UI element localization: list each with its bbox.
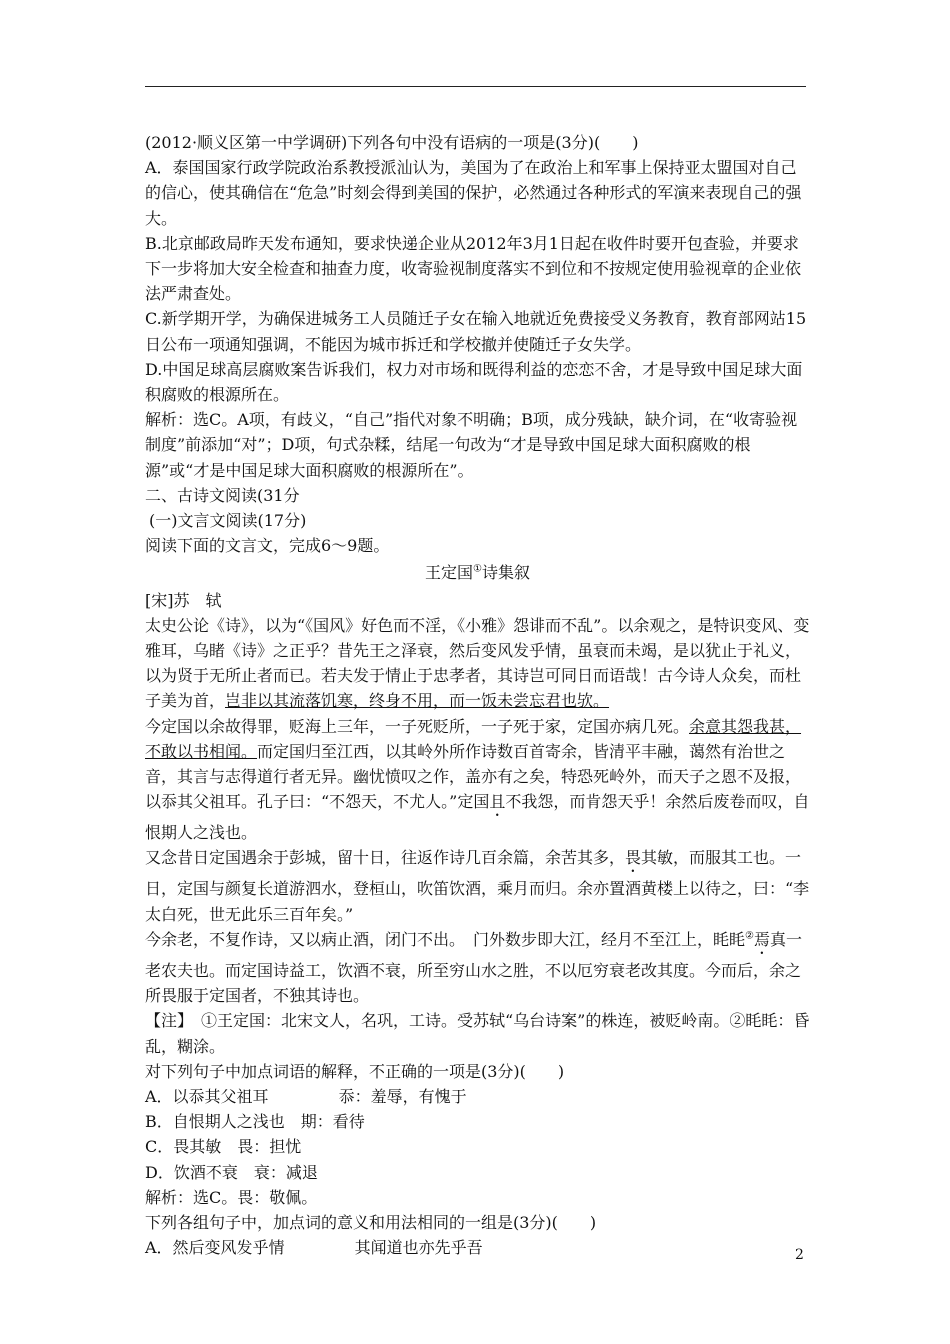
q6-option-c: C．畏其敏 畏：担忧 [145,1137,302,1157]
q6-analysis: 解析：选C。畏：敬佩。 [145,1187,318,1207]
q7-stem: 下列各组句子中，加点词的意义和用法相同的一组是(3分)( ) [145,1212,597,1232]
q6-option-d: D．饮酒不衰 衰：减退 [145,1162,318,1182]
passage-author: [宋]苏 轼 [145,590,222,610]
p3-dotted-word: 畏 [625,848,642,868]
p3-text-a: 又念昔日定国遇余于彭城，留十日，往返作诗几百余篇，余苦其多， [145,848,626,868]
header-rule [145,86,806,87]
p1-text: 太史公论《诗》，以为“《国风》好色而不淫，《小雅》怨诽而不乱”。以余观之，是特识变风、变雅耳，乌睹《诗》之正乎？昔先王之泽衰，然后变风发乎情，虽衰而未竭，是以犹止于礼义，以为贤于无所止者而已。若夫发于情止于忠孝者，其诗岂可同日而语哉！古今诗人众矣，而杜子美为首， [145,615,810,711]
q5-analysis: 解析：选C。A项，有歧义，“自己”指代对象不明确；B项，成分残缺，缺介词，在“收寄验视制度”前添加“对”；D项，句式杂糅，结尾一句改为“才是导致中国足球大面积腐败的根源”或“才是中国足球大面积腐败的根源所在”。 [145,410,798,480]
subsection-heading: (一)文言文阅读(17分) [149,511,307,531]
p1-underlined: 岂非以其流落饥寒，终身不用，而一饭未尝忘君也欤。 [225,691,610,711]
q5-option-b: B.北京邮政局昨天发布通知，要求快递企业从2012年3月1日起在收件时要开包查验，并要求下一步将加大安全检查和抽查力度，收寄验视制度落实不到位和不按规定使用验视章的企业依法严肃查处。 [145,233,802,304]
q6-option-a: A．以忝其父祖耳 忝：羞辱，有愧于 [145,1086,467,1106]
p2-underlined: 余意其怨我甚，不敢以书相闻。 [145,716,802,761]
passage-title [145,560,810,585]
p2-text-c: 不我怨，而肯怨天乎！余然后废卷而叹，自恨期人之浅也。 [145,792,810,843]
q5-option-a: A．泰国国家行政学院政治系教授派汕认为，美国为了在政治上和军事上保持亚太盟国对自己的信心，使其确信在“危急”时刻会得到美国的保护，必然通过各种形式的军演来表现自己的强大。 [145,158,802,228]
footnote-marker-2: ② [745,930,754,942]
p4-dotted-word: 焉 [753,929,770,949]
q6-stem: 对下列句子中加点词语的解释，不正确的一项是(3分)( ) [145,1061,565,1081]
p2-text-a: 今定国以余故得罪，贬海上三年，一子死贬所，一子死于家，定国亦病几死。 [145,716,690,736]
reading-instruction: 阅读下面的文言文，完成6～9题。 [145,536,390,556]
section-heading: 二、古诗文阅读(31分 [145,485,300,505]
q7-option-a: A．然后变风发乎情 其闻道也亦先乎吾 [145,1238,483,1258]
p2-text-b: 而定国归至江西，以其岭外所作诗数百首寄余，皆清平丰融，蔼然有治世之音，其言与志得道行者无异。幽忧愤叹之作，盖亦有之矣，特恐死岭外，而天子之恩不及报，以忝其父祖耳。孔子曰：“不怨天，不尤人。”定国 [145,741,802,812]
q5-option-d: D.中国足球高层腐败案告诉我们，权力对市场和既得利益的恋恋不舍，才是导致中国足球大面积腐败的根源所在。 [145,359,803,405]
passage-paragraph-3 [145,845,810,926]
p2-dotted-word: 且 [489,792,506,812]
footnote-marker-1: ① [473,564,482,576]
q5-stem: (2012·顺义区第一中学调研)下列各句中没有语病的一项是(3分)( ) [145,133,639,152]
q6-option-b: B．自恨期人之浅也 期：看待 [145,1112,365,1132]
p3-text-b: 其敏，而服其工也。一日，定国与颜复长道游泗水，登桓山，吹笛饮酒，乘月而归。余亦置酒黄楼上以待之，曰：“李太白死，世无此乐三百年矣。” [145,848,810,924]
passage-paragraph-1 [145,613,810,714]
passage-paragraph-2 [145,714,810,846]
page-number: 2 [795,1247,804,1263]
passage-paragraph-4 [145,927,810,1008]
q5-option-c: C.新学期开学，为确保进城务工人员随迁子女在输入地就近免费接受义务教育，教育部网站15日公布一项通知强调，不能因为城市拆迁和学校撤并使随迁子女失学。 [145,309,807,354]
p4-text-b: 真一老农夫也。而定国诗益工，饮酒不衰，所至穷山水之胜，不以厄穷衰老改其度。今而后，余之所畏服于定国者，不独其诗也。 [145,929,803,1006]
passage-notes: 【注】 ①王定国：北宋文人，名巩，工诗。受苏轼“乌台诗案”的株连，被贬岭南。②眊眊：昏乱，糊涂。 [145,1011,810,1056]
title-main: 王定国 [425,563,474,583]
p4-text-a: 今余老，不复作诗，又以病止酒，闭门不出。 门外数步即大江，经月不至江上，眊眊 [145,929,746,949]
title-rest: 诗集叙 [481,563,530,583]
page-content [145,130,810,1260]
